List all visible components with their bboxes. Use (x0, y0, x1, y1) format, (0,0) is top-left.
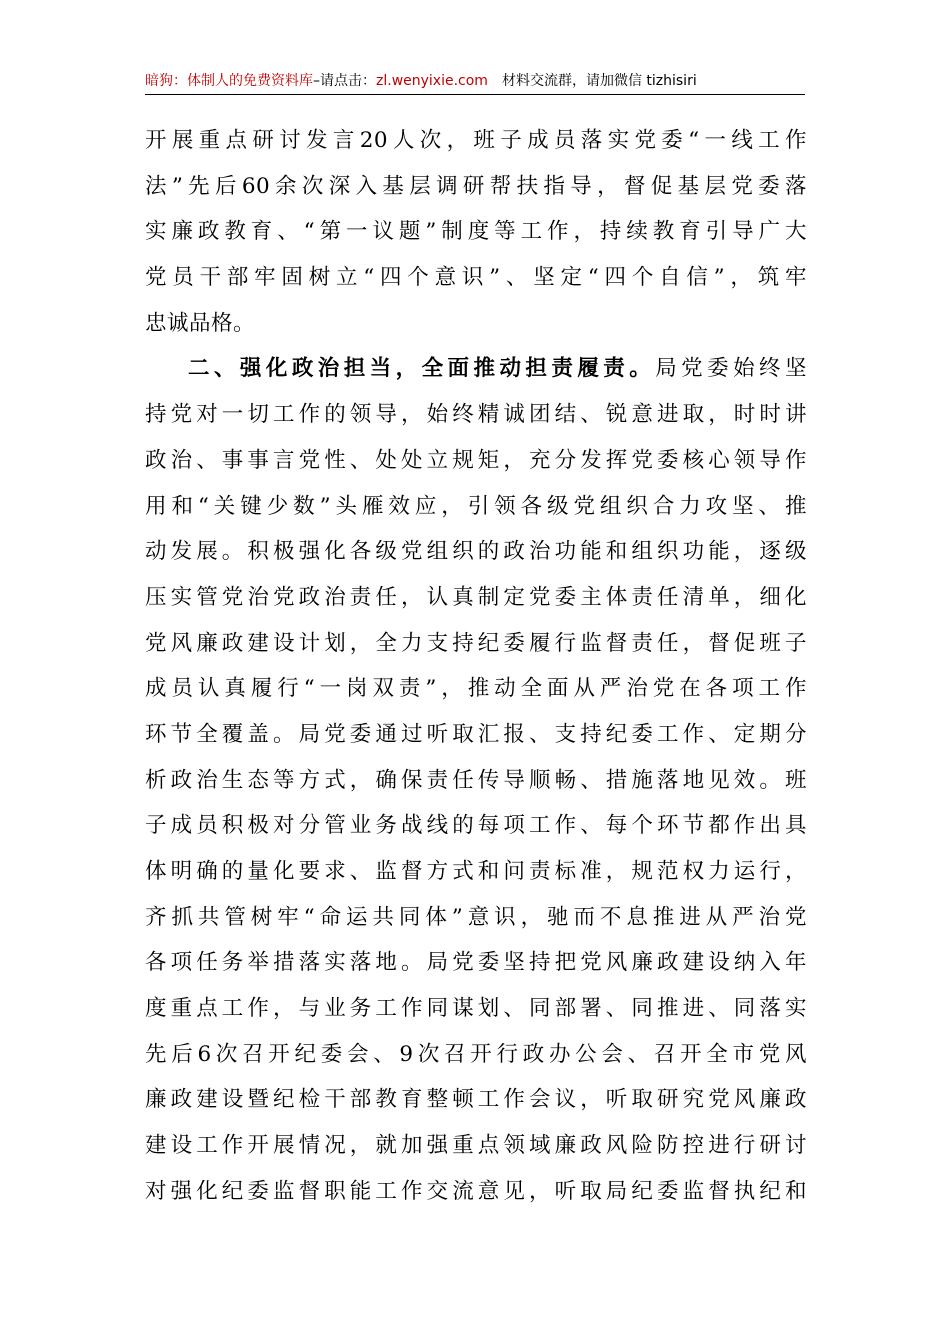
text-line: 开展重点研讨发言20人次，班子成员落实党委“一线工作 (145, 128, 807, 153)
text-line: 度重点工作，与业务工作同谋划、同部署、同推进、同落实 (145, 996, 807, 1022)
text-line (145, 346, 807, 392)
paragraph-2 (145, 346, 807, 1214)
text-line: 政治、事事言党性、处处立规矩，充分发挥党委核心领导作 (145, 447, 807, 473)
text-line: 压实管党治党政治责任，认真制定党委主体责任清单，细化 (145, 584, 807, 610)
header-url-link[interactable]: zl.wenyixie.com (376, 73, 488, 89)
heading-line-rest: 局党委始终坚 (655, 356, 807, 382)
text-line: 用和“关键少数”头雁效应，引领各级党组织合力攻坚、推 (145, 493, 807, 519)
page-header (145, 70, 805, 95)
header-brand: 暗狗：体制人的免费资料库 (145, 73, 313, 89)
text-line: 先后6次召开纪委会、9次召开行政办公会、召开全市党风 (145, 1041, 807, 1067)
text-line: 实廉政教育、“第一议题”制度等工作，持续教育引导广大 (145, 219, 807, 245)
text-line: 对强化纪委监督职能工作交流意见，听取局纪委监督执纪和 (145, 1178, 807, 1204)
text-line: 持党对一切工作的领导，始终精诚团结、锐意进取，时时讲 (145, 402, 807, 428)
text-line: 子成员积极对分管业务战线的每项工作、每个环节都作出具 (145, 813, 807, 839)
section-heading: 二、强化政治担当，全面推动担责履责。 (188, 356, 656, 382)
text-line: 法”先后60余次深入基层调研帮扶指导，督促基层党委落 (145, 173, 807, 199)
header-contact: 材料交流群，请加微信 tizhisiri (501, 73, 697, 89)
text-line: 动发展。积极强化各级党组织的政治功能和组织功能，逐级 (145, 539, 807, 565)
document-body (145, 118, 807, 1215)
text-line: 建设工作开展情况，就加强重点领域廉政风险防控进行研讨 (145, 1133, 807, 1159)
text-line: 齐抓共管树牢“命运共同体”意识，驰而不息推进从严治党 (145, 904, 807, 930)
text-line: 忠诚品格。 (145, 310, 256, 336)
text-line: 各项任务举措落实落地。局党委坚持把党风廉政建设纳入年 (145, 950, 807, 976)
text-line: 党员干部牢固树立“四个意识”、坚定“四个自信”，筑牢 (145, 265, 807, 291)
text-line: 党风廉政建设计划，全力支持纪委履行监督责任，督促班子 (145, 630, 807, 656)
text-line: 环节全覆盖。局党委通过听取汇报、支持纪委工作、定期分 (145, 721, 807, 747)
text-line: 廉政建设暨纪检干部教育整顿工作会议，听取研究党风廉政 (145, 1087, 807, 1113)
paragraph-1 (145, 118, 807, 346)
text-line: 成员认真履行“一岗双责”，推动全面从严治党在各项工作 (145, 676, 807, 702)
text-line: 析政治生态等方式，确保责任传导顺畅、措施落地见效。班 (145, 767, 807, 793)
header-click-label: –请点击： (313, 73, 376, 89)
text-line: 体明确的量化要求、监督方式和问责标准，规范权力运行， (145, 859, 807, 884)
